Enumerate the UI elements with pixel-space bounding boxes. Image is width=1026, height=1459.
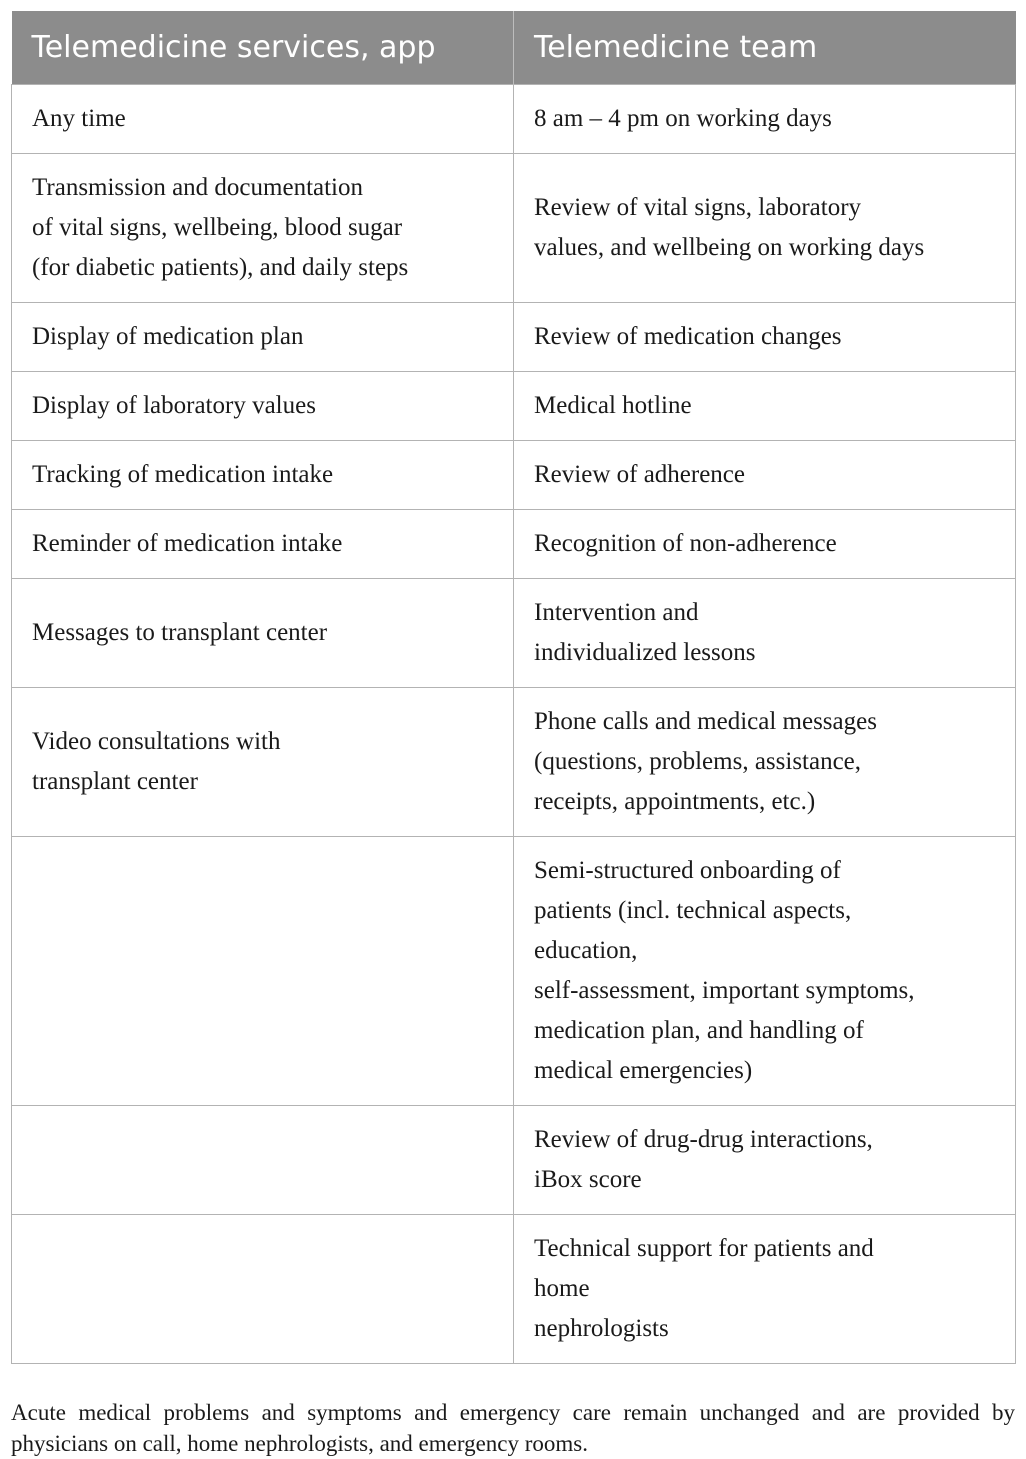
table-row [12, 510, 1016, 579]
cell-app-service [12, 837, 514, 1106]
cell-app-service [12, 1215, 514, 1364]
cell-text-line: Reminder of medication intake [32, 530, 343, 557]
table-row [12, 154, 1016, 303]
cell-app-service [12, 688, 514, 837]
cell-team-service [514, 154, 1016, 303]
cell-text-line: Any time [32, 105, 126, 132]
cell-text-line: iBox score [534, 1166, 642, 1193]
cell-text-line: Review of vital signs, laboratory [534, 194, 862, 221]
table-footnote: Acute medical problems and symptoms and emergency care remain unchanged and are provided by physicians on call, home nephrologists, and emergency rooms. [11, 1400, 1015, 1456]
table-body [12, 85, 1016, 1364]
table-row [12, 1106, 1016, 1215]
cell-text-line: education, [534, 937, 638, 964]
column-header-app: Telemedicine services, app [12, 11, 514, 85]
cell-team-service [514, 441, 1016, 510]
table-row [12, 372, 1016, 441]
cell-text-line: Display of laboratory values [32, 392, 316, 419]
table-row [12, 85, 1016, 154]
cell-text-line: 8 am – 4 pm on working days [534, 105, 832, 132]
cell-team-service [514, 579, 1016, 688]
cell-text-line: home [534, 1275, 590, 1302]
table-row [12, 688, 1016, 837]
cell-text-line: self-assessment, important symptoms, [534, 977, 915, 1004]
cell-text-line: nephrologists [534, 1315, 669, 1342]
cell-team-service [514, 85, 1016, 154]
table-row [12, 441, 1016, 510]
cell-text-line: Review of drug-drug interactions, [534, 1126, 873, 1153]
table-row [12, 837, 1016, 1106]
cell-text-line: Intervention and [534, 599, 699, 626]
cell-team-service [514, 372, 1016, 441]
cell-text-line: Display of medication plan [32, 323, 304, 350]
cell-text-line: (questions, problems, assistance, [534, 748, 862, 775]
cell-app-service [12, 441, 514, 510]
cell-text-line: Transmission and documentation [32, 174, 364, 201]
cell-app-service [12, 510, 514, 579]
cell-text-line: Tracking of medication intake [32, 461, 334, 488]
cell-text-line: Technical support for patients and [534, 1235, 874, 1262]
cell-text-line: transplant center [32, 768, 198, 795]
cell-text-line: Messages to transplant center [32, 619, 328, 646]
cell-app-service [12, 372, 514, 441]
cell-text-line: medication plan, and handling of [534, 1017, 864, 1044]
cell-text-line: patients (incl. technical aspects, [534, 897, 852, 924]
cell-text-line: receipts, appointments, etc.) [534, 788, 816, 815]
cell-app-service [12, 1106, 514, 1215]
cell-team-service [514, 303, 1016, 372]
cell-app-service [12, 579, 514, 688]
cell-text-line: Review of adherence [534, 461, 745, 488]
cell-text-line: Video consultations with [32, 728, 281, 755]
cell-text-line: Recognition of non-adherence [534, 530, 837, 557]
cell-team-service [514, 1106, 1016, 1215]
cell-team-service [514, 1215, 1016, 1364]
telemedicine-table [11, 11, 1016, 1364]
cell-text-line: Semi-structured onboarding of [534, 857, 841, 884]
cell-text-line: Medical hotline [534, 392, 692, 419]
cell-text-line: Review of medication changes [534, 323, 842, 350]
cell-team-service [514, 837, 1016, 1106]
table-header-row [12, 11, 1016, 85]
cell-team-service [514, 510, 1016, 579]
cell-text-line: of vital signs, wellbeing, blood sugar [32, 214, 403, 241]
cell-text-line: Phone calls and medical messages [534, 708, 877, 735]
table-row [12, 303, 1016, 372]
table-row [12, 1215, 1016, 1364]
cell-app-service [12, 303, 514, 372]
cell-text-line: values, and wellbeing on working days [534, 234, 925, 261]
cell-app-service [12, 154, 514, 303]
cell-text-line: individualized lessons [534, 639, 756, 666]
table-row [12, 579, 1016, 688]
cell-app-service [12, 85, 514, 154]
cell-text-line: (for diabetic patients), and daily steps [32, 254, 409, 281]
cell-text-line: medical emergencies) [534, 1057, 753, 1084]
column-header-team: Telemedicine team [514, 11, 1016, 85]
cell-team-service [514, 688, 1016, 837]
